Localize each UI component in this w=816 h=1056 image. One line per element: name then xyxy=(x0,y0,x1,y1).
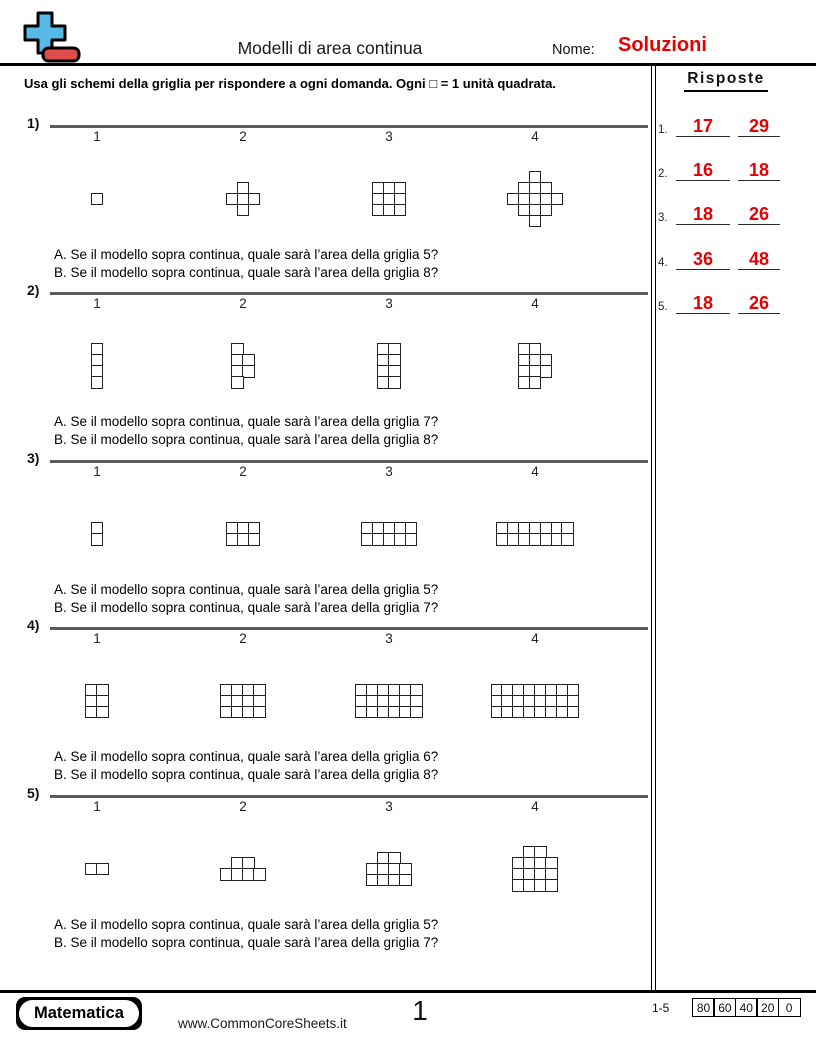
grid-figure xyxy=(362,523,417,545)
answer-row-3 xyxy=(658,199,796,225)
problem-block-2 xyxy=(0,282,650,452)
footer-rule xyxy=(0,990,816,993)
answer-row-2 xyxy=(658,155,796,181)
number-line xyxy=(50,460,648,463)
number-line xyxy=(50,125,648,128)
axis-label: 4 xyxy=(531,464,539,479)
grid-figure xyxy=(92,344,103,388)
score-cell: 60 xyxy=(713,998,736,1017)
question-b: B. Se il modello sopra continua, quale sarà l’area della griglia 8? xyxy=(54,431,439,447)
grid-zone xyxy=(24,319,608,413)
answer-blank-b xyxy=(738,293,780,314)
axis-label: 1 xyxy=(93,799,101,814)
axis-label: 2 xyxy=(239,631,247,646)
answer-blank-a xyxy=(676,160,730,181)
grid-figure xyxy=(367,853,411,886)
answer-value-a: 16 xyxy=(692,160,714,180)
question-a: A. Se il modello sopra continua, quale sarà l’area della griglia 5? xyxy=(54,917,439,932)
number-line xyxy=(50,627,648,630)
grid-figure xyxy=(508,172,563,227)
axis-label: 3 xyxy=(385,631,393,646)
answer-value-a: 18 xyxy=(692,293,714,313)
answers-title: Risposte xyxy=(684,70,767,92)
problem-block-1 xyxy=(0,115,650,285)
grid-zone xyxy=(24,152,608,246)
axis-label: 3 xyxy=(385,296,393,311)
grid-zone xyxy=(24,654,608,748)
axis-label: 2 xyxy=(239,464,247,479)
answer-number: 5. xyxy=(658,301,668,313)
grid-figure xyxy=(491,685,578,718)
grid-figure xyxy=(356,685,421,718)
axis-label: 4 xyxy=(531,296,539,311)
grid-figure xyxy=(513,847,557,891)
axis-label: 1 xyxy=(93,464,101,479)
grid-zone xyxy=(24,487,608,581)
name-label: Nome: xyxy=(552,42,595,58)
question-a: A. Se il modello sopra continua, quale sarà l’area della griglia 5? xyxy=(54,582,439,597)
question-a: A. Se il modello sopra continua, quale sarà l’area della griglia 7? xyxy=(54,414,439,429)
answer-blank-b xyxy=(738,116,780,137)
score-cell: 40 xyxy=(735,998,758,1017)
answer-value-b: 29 xyxy=(748,116,770,136)
grid-zone xyxy=(24,822,608,916)
answers-panel-header xyxy=(656,70,796,92)
question-b: B. Se il modello sopra continua, quale sarà l’area della griglia 7? xyxy=(54,599,439,615)
answer-value-b: 26 xyxy=(748,204,770,224)
problem-number: 4) xyxy=(27,617,40,633)
question-a: A. Se il modello sopra continua, quale sarà l’area della griglia 5? xyxy=(54,247,439,262)
score-cell: 0 xyxy=(778,998,801,1017)
grid-figure xyxy=(92,194,103,205)
problem-block-5 xyxy=(0,785,650,955)
instructions-text: Usa gli schemi della griglia per rispondere a ogni domanda. Ogni □ = 1 unità quadrata. xyxy=(24,76,556,91)
grid-axis-labels xyxy=(24,464,608,479)
answer-blank-a xyxy=(676,293,730,314)
grid-figure xyxy=(497,523,573,545)
answer-value-b: 48 xyxy=(748,249,770,269)
grid-figure xyxy=(92,523,103,545)
content-separator xyxy=(651,66,656,990)
axis-label: 4 xyxy=(531,799,539,814)
answer-number: 1. xyxy=(658,124,668,136)
brand-label: Matematica xyxy=(19,1000,139,1027)
grid-figure xyxy=(221,685,265,718)
axis-label: 1 xyxy=(93,296,101,311)
axis-label: 4 xyxy=(531,129,539,144)
axis-label: 3 xyxy=(385,464,393,479)
answer-value-a: 36 xyxy=(692,249,714,269)
answer-blank-a xyxy=(676,204,730,225)
header-rule xyxy=(0,63,816,66)
question-b: B. Se il modello sopra continua, quale sarà l’area della griglia 8? xyxy=(54,766,439,782)
grid-figure xyxy=(232,344,254,388)
question-b: B. Se il modello sopra continua, quale sarà l’area della griglia 8? xyxy=(54,264,439,280)
grid-figure xyxy=(86,864,108,875)
brand-badge xyxy=(16,997,142,1030)
answer-blank-b xyxy=(738,160,780,181)
problem-block-3 xyxy=(0,450,650,620)
grid-axis-labels xyxy=(24,799,608,814)
score-cell: 20 xyxy=(756,998,779,1017)
answer-blank-a xyxy=(676,116,730,137)
grid-axis-labels xyxy=(24,631,608,646)
answer-value-b: 26 xyxy=(748,293,770,313)
answer-blank-b xyxy=(738,204,780,225)
grid-axis-labels xyxy=(24,129,608,144)
number-line xyxy=(50,795,648,798)
answer-row-4 xyxy=(658,244,796,270)
question-b: B. Se il modello sopra continua, quale sarà l’area della griglia 7? xyxy=(54,934,439,950)
grid-figure xyxy=(373,183,406,216)
page-number: 1 xyxy=(412,995,428,1026)
answer-value-a: 17 xyxy=(692,116,714,136)
answer-row-5 xyxy=(658,288,796,314)
axis-label: 4 xyxy=(531,631,539,646)
number-line xyxy=(50,292,648,295)
problem-number: 5) xyxy=(27,785,40,801)
question-a: A. Se il modello sopra continua, quale sarà l’area della griglia 6? xyxy=(54,749,439,764)
axis-label: 2 xyxy=(239,129,247,144)
answer-blank-b xyxy=(738,249,780,270)
answer-number: 2. xyxy=(658,168,668,180)
answer-blank-a xyxy=(676,249,730,270)
grid-figure xyxy=(378,344,400,388)
problem-number: 3) xyxy=(27,450,40,466)
axis-label: 2 xyxy=(239,799,247,814)
answer-number: 3. xyxy=(658,212,668,224)
answer-number: 4. xyxy=(658,257,668,269)
answer-row-1 xyxy=(658,111,796,137)
plus-minus-logo-icon xyxy=(12,8,84,66)
name-value: Soluzioni xyxy=(618,34,707,56)
answer-value-b: 18 xyxy=(748,160,770,180)
problem-number: 2) xyxy=(27,282,40,298)
grid-axis-labels xyxy=(24,296,608,311)
problem-block-4 xyxy=(0,617,650,787)
score-range-label: 1-5 xyxy=(652,1001,670,1015)
axis-label: 2 xyxy=(239,296,247,311)
axis-label: 3 xyxy=(385,799,393,814)
axis-label: 1 xyxy=(93,631,101,646)
answer-value-a: 18 xyxy=(692,204,714,224)
grid-figure xyxy=(227,183,260,216)
problem-number: 1) xyxy=(27,115,40,131)
grid-figure xyxy=(86,685,108,718)
grid-figure xyxy=(227,523,260,545)
website-text: www.CommonCoreSheets.it xyxy=(178,1016,347,1031)
score-table xyxy=(692,998,801,1017)
grid-figure xyxy=(221,858,265,880)
axis-label: 1 xyxy=(93,129,101,144)
score-cell: 80 xyxy=(692,998,715,1017)
page-title: Modelli di area continua xyxy=(237,38,423,58)
grid-figure xyxy=(519,344,552,388)
axis-label: 3 xyxy=(385,129,393,144)
